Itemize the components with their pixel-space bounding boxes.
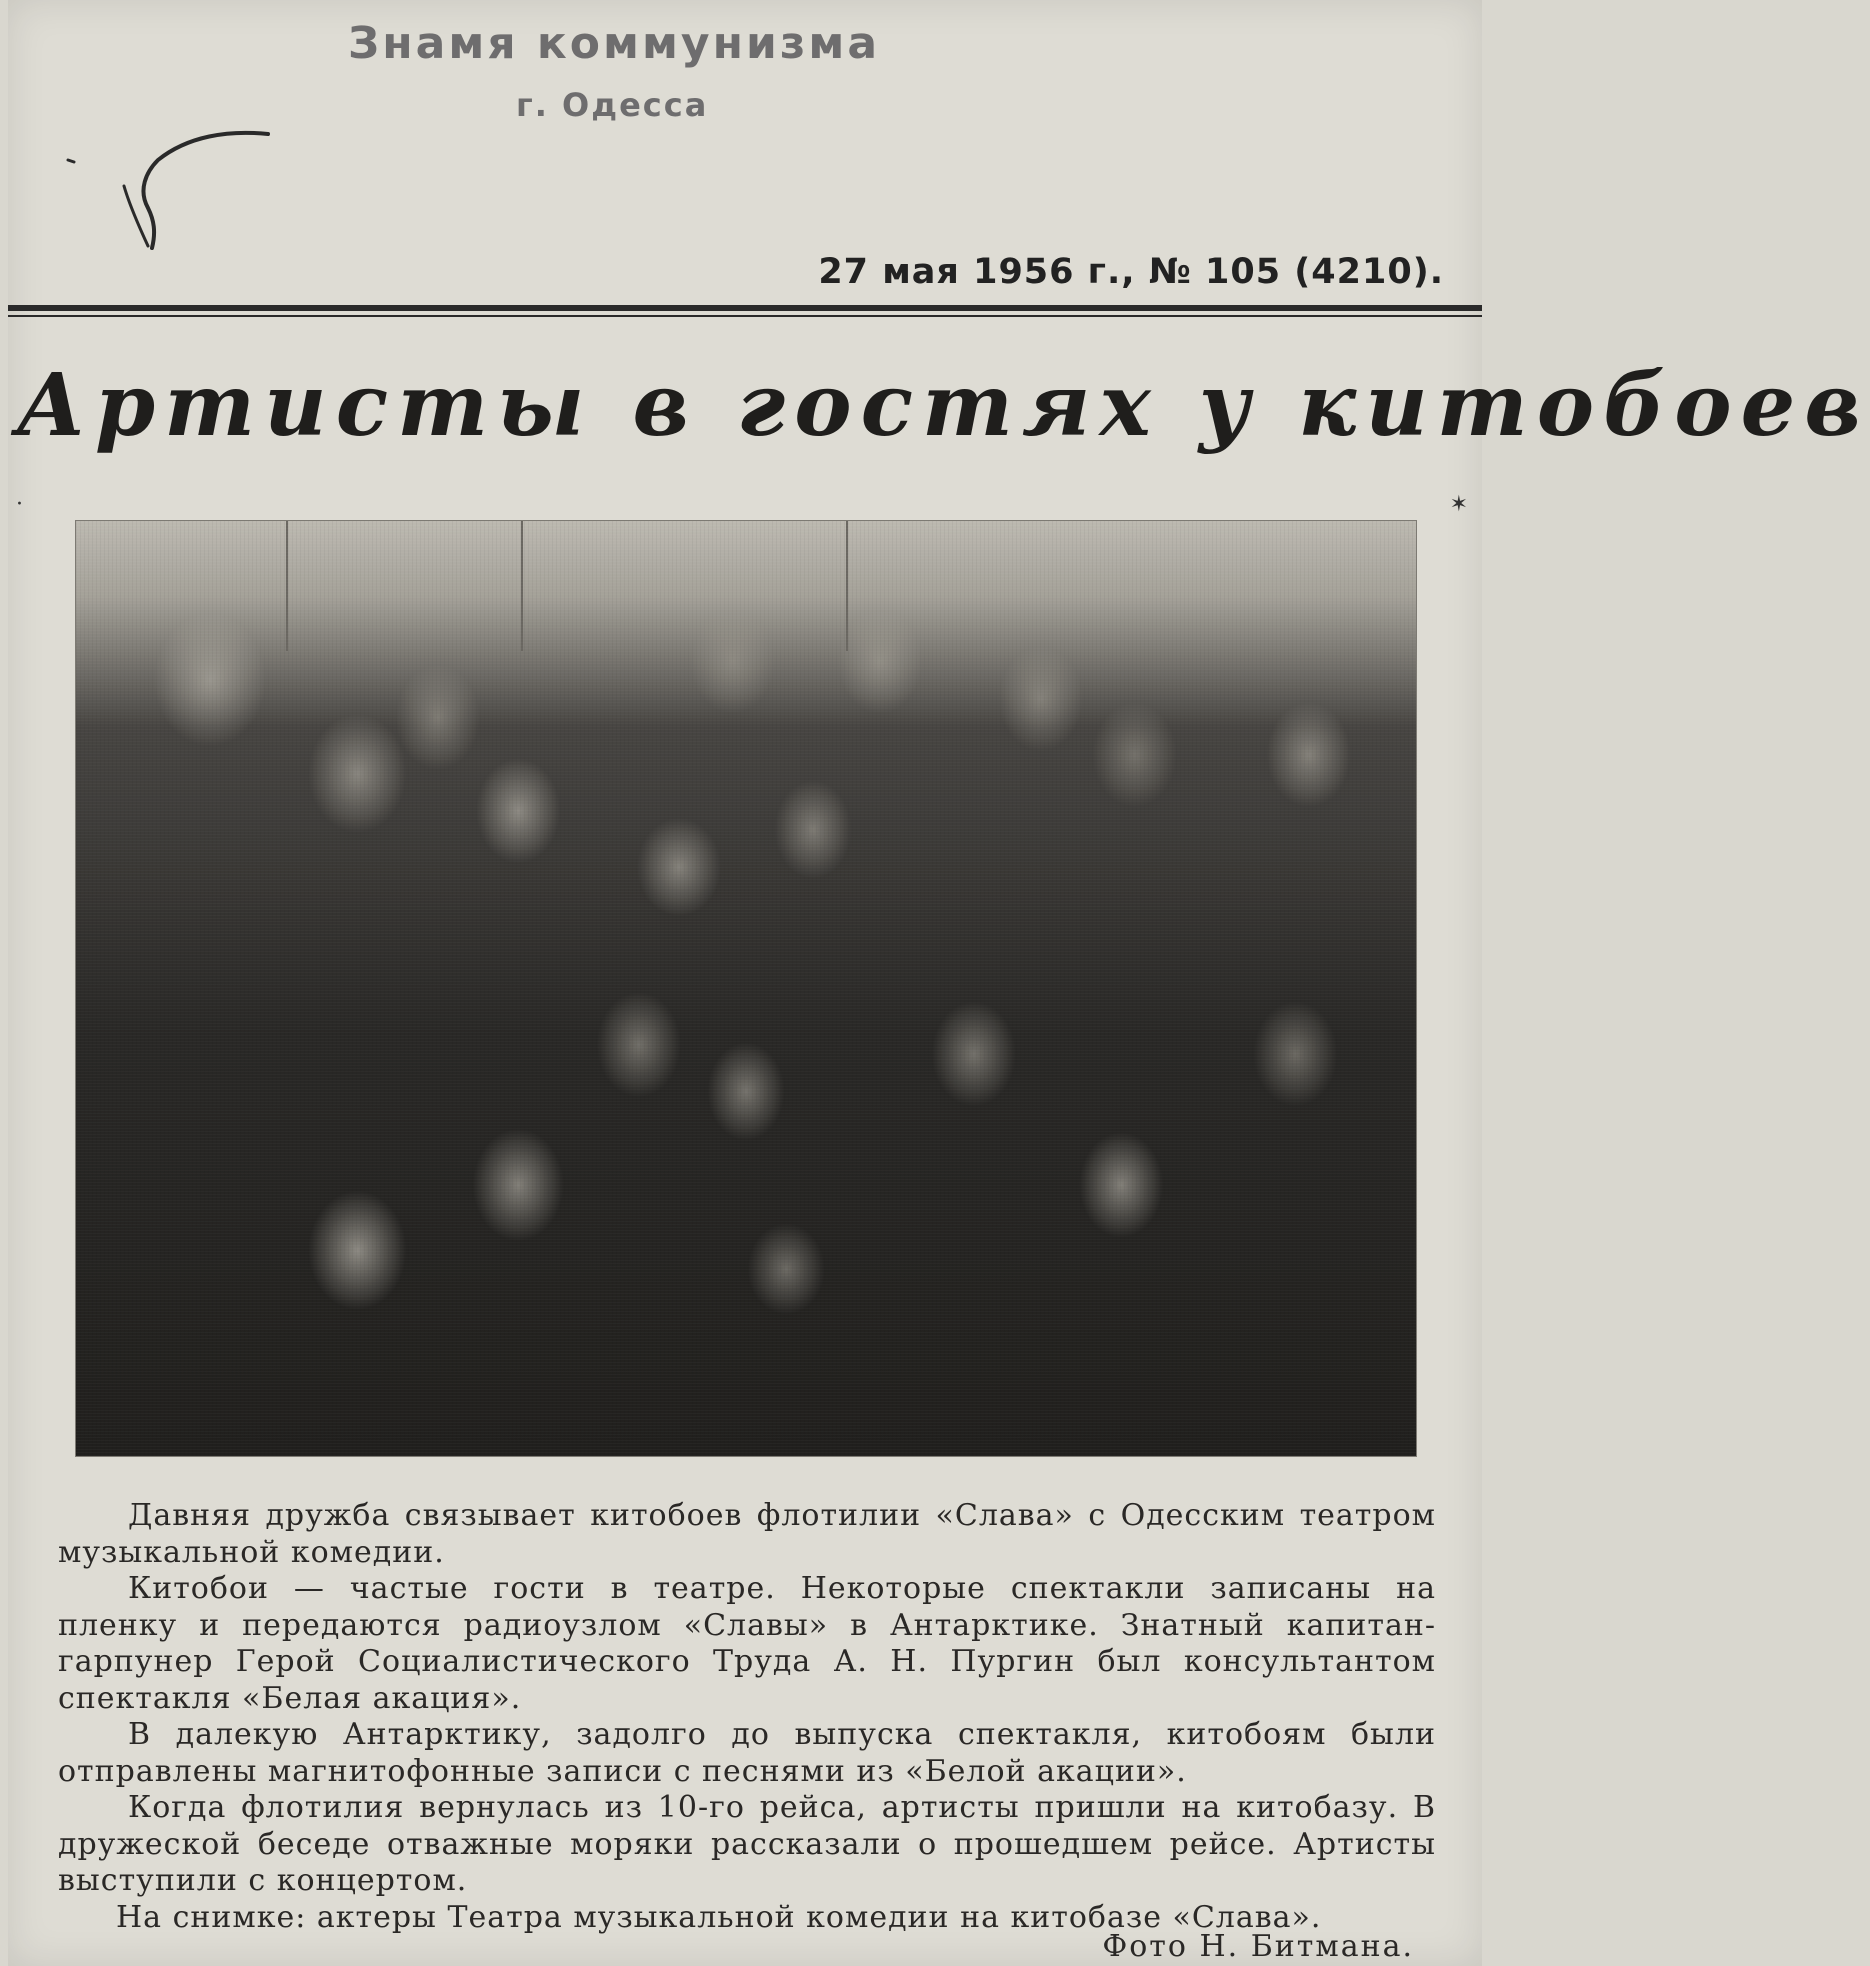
masthead-rule-thin <box>8 315 1482 317</box>
newspaper-name-stamp: Знамя коммунизма <box>348 18 881 69</box>
masthead-rule <box>8 305 1482 311</box>
margin-star-mark: ✶ <box>1449 492 1468 517</box>
article-paragraph: Давняя дружба связывает китобоев флотилии «Слава» с Одесским театром музыкальной комедии. <box>58 1498 1436 1570</box>
article-paragraph: Китобои — частые гости в театре. Некоторые спектакли записаны на пленку и передаются радиоузлом «Славы» в Антарктике. Знатный капитан-гарпунер Герой Социалистического Труда А. Н. Пургин был консультантом спектакля «Белая акация». <box>58 1571 1436 1716</box>
photo-credit: Фото Н. Битмана. <box>1102 1929 1414 1964</box>
photo-caption: На снимке: актеры Театра музыкальной комедии на китобазе «Слава». <box>116 1899 1322 1935</box>
issue-date-number: 27 мая 1956 г., № 105 (4210). <box>818 252 1444 292</box>
newspaper-city-stamp: г. Одесса <box>516 86 709 124</box>
article-headline: Артисты в гостях у китобоев <box>16 355 1870 456</box>
group-photo <box>75 520 1417 1457</box>
article-paragraph: Когда флотилия вернулась из 10-го рейса, артисты пришли на китобазу. В дружеской беседе отважные моряки рассказали о прошедшем рейсе. Артисты выступили с концертом. <box>58 1790 1436 1898</box>
photo-grain <box>76 521 1416 1456</box>
margin-tick: · <box>16 492 23 517</box>
article-body <box>58 1498 1436 1936</box>
article-paragraph: В далекую Антарктику, задолго до выпуска спектакля, китобоям были отправлены магнитофонные записи с песнями из «Белой акации». <box>58 1717 1436 1789</box>
handwritten-number-mark <box>58 120 298 260</box>
newspaper-clipping <box>8 0 1870 1966</box>
